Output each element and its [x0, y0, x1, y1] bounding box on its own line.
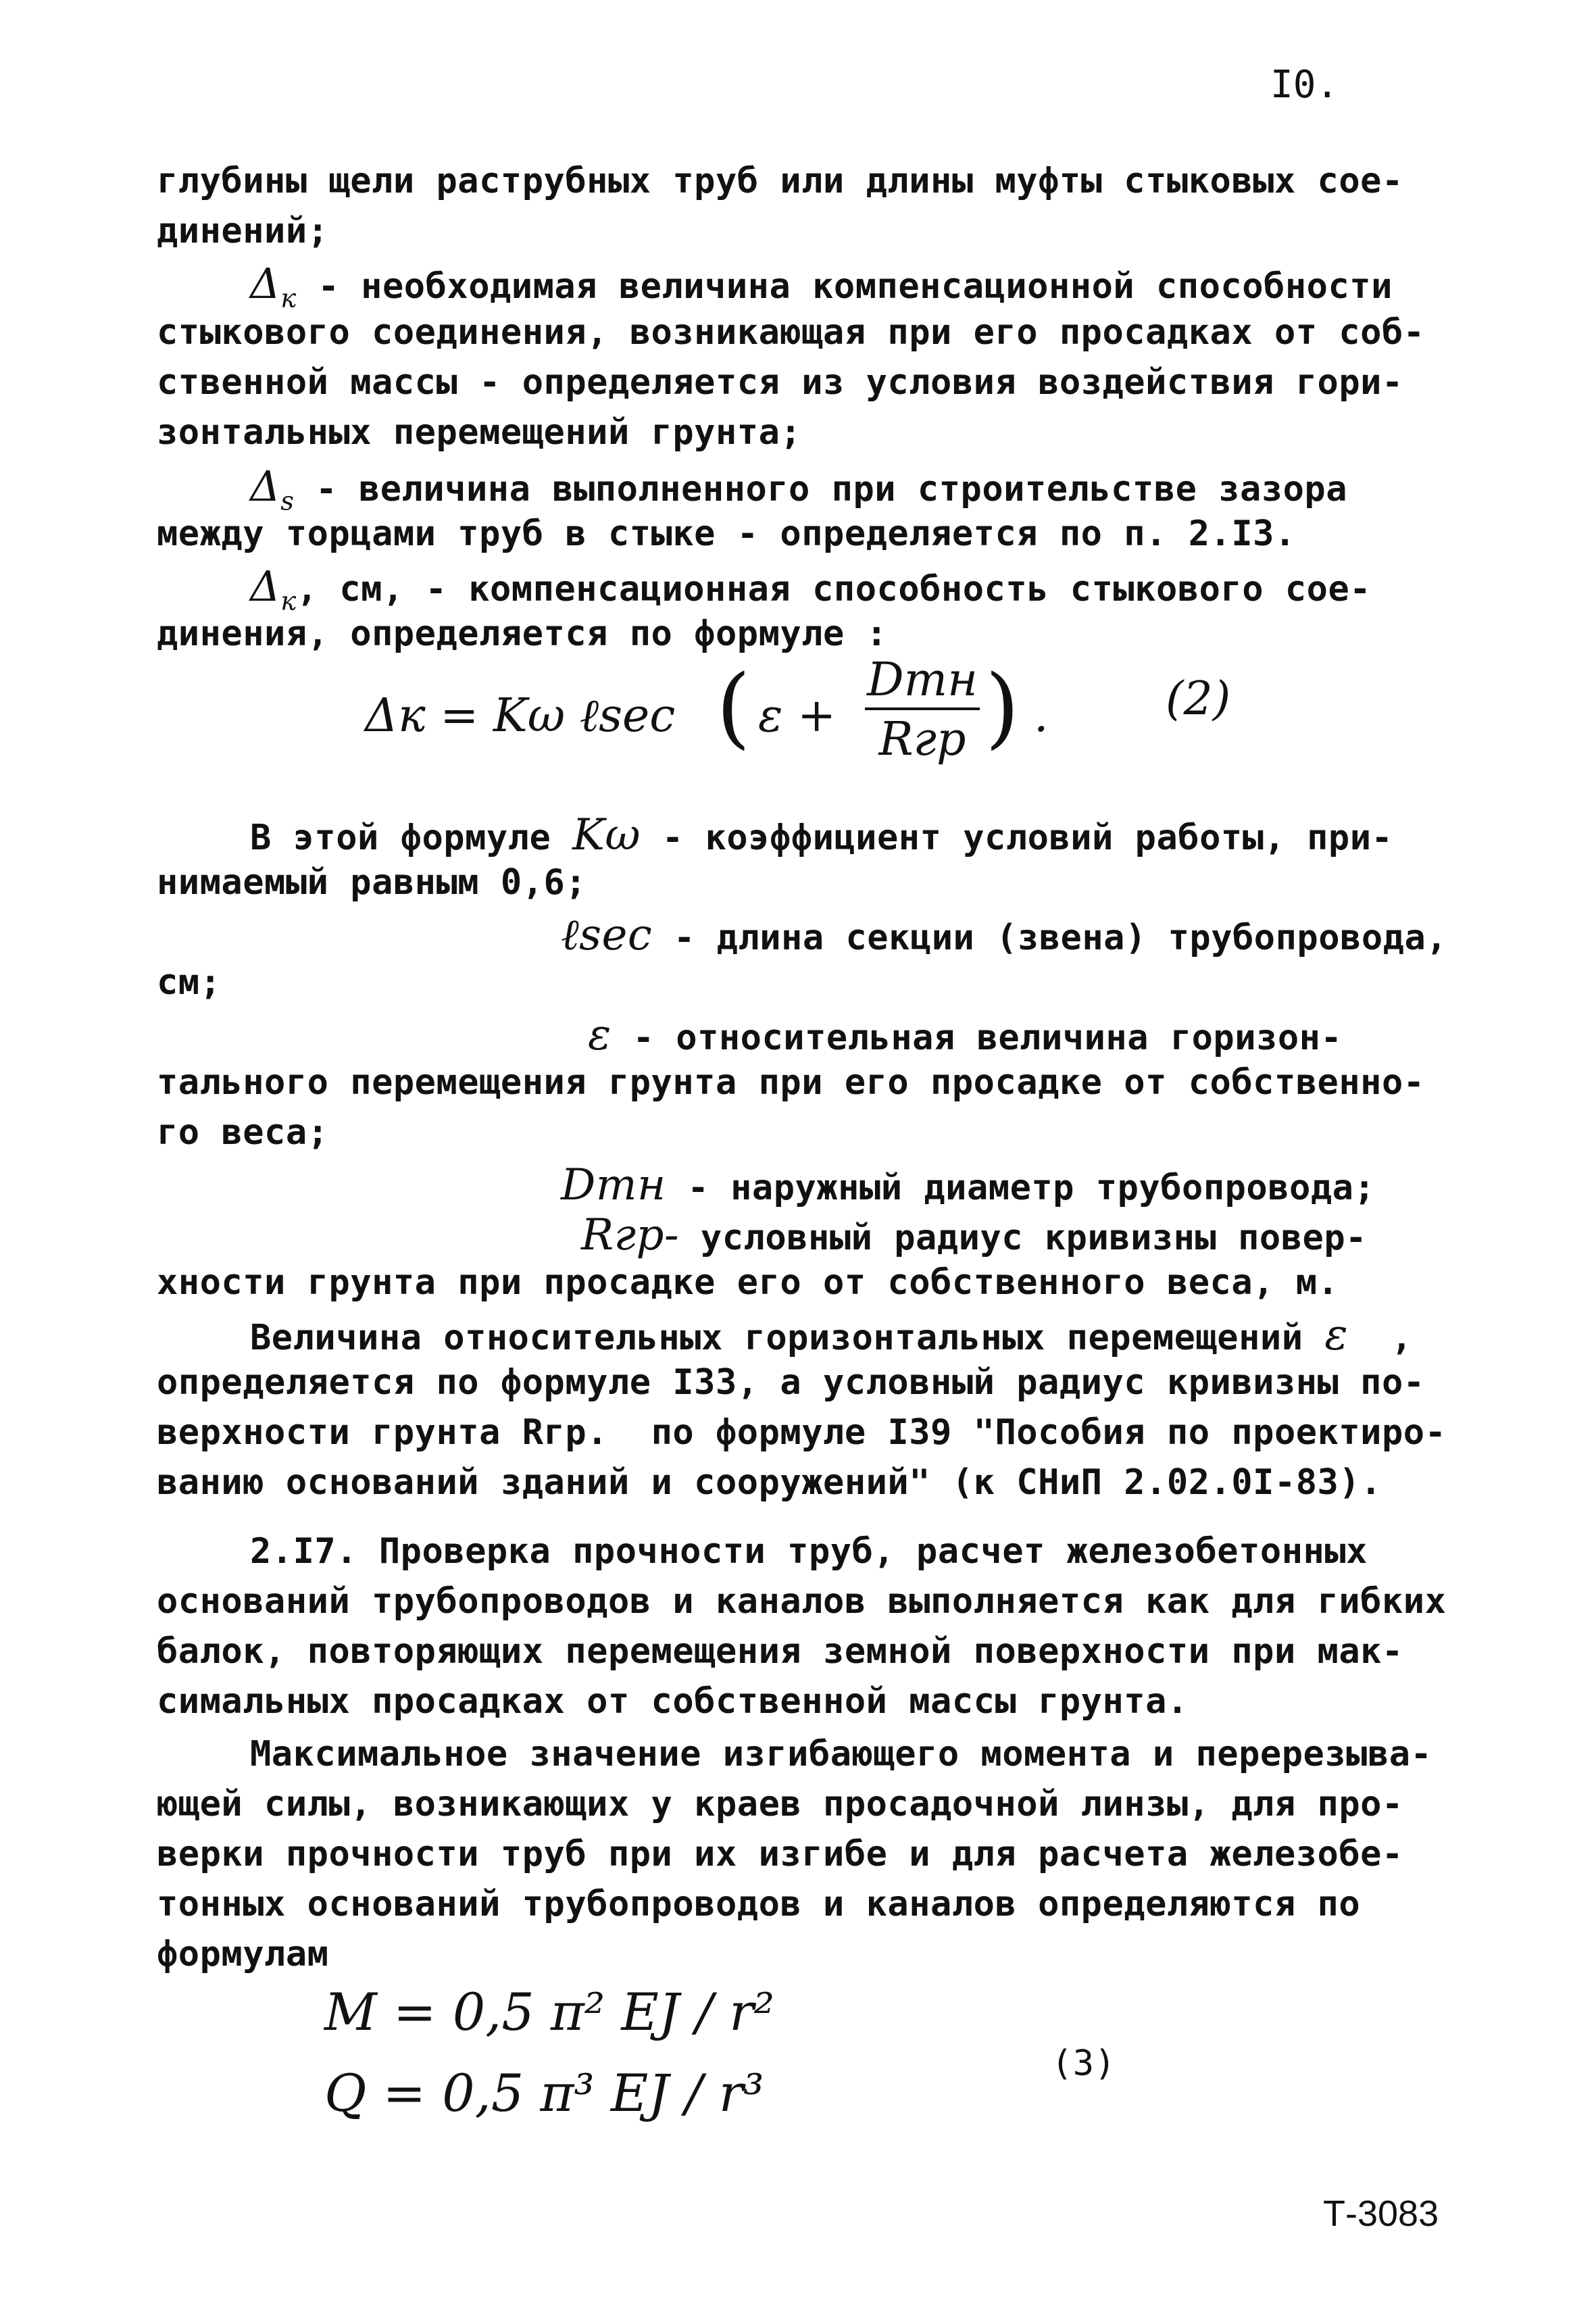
text-line-11: В этой формуле Kω - коэффициент условий работы, при-: [250, 810, 1393, 860]
text-line-12: нимаемый равным 0,6;: [157, 862, 587, 903]
text-line-22: определяется по формуле I33, а условный радиус кривизны по-: [157, 1362, 1425, 1403]
text-line-26: оснований трубопроводов и каналов выполняется как для гибких: [157, 1581, 1447, 1622]
text-line-21: Величина относительных горизонтальных перемещений ε ,: [250, 1310, 1413, 1360]
text-line-7: $\Delta_s$ - величина выполненного при строительстве зазора: [250, 462, 1348, 517]
formula-3-label: (3): [1051, 2043, 1116, 2084]
text-line-14: см;: [157, 962, 222, 1003]
formula-2-eps-plus: ε +: [758, 689, 837, 743]
formula-2-lhs: Δк = Kω ℓsec: [365, 689, 676, 743]
r-gr-symbol: Rгр-: [581, 1210, 680, 1260]
formula-3-moment: M = 0,5 π² EJ / r²: [324, 1982, 775, 2042]
d-tn-symbol: Dтн: [561, 1160, 666, 1210]
text-line-30: ющей силы, возникающих у краев просадочной линзы, для про-: [157, 1784, 1403, 1824]
text-line-25: 2.I7. Проверка прочности труб, расчет железобетонных: [250, 1531, 1368, 1572]
document-id: Т-3083: [1323, 2193, 1439, 2234]
page-number: I0.: [1270, 63, 1339, 107]
text-line-32: тонных оснований трубопроводов и каналов определяются по: [157, 1884, 1361, 1924]
text-line-18: Dтн - наружный диаметр трубопровода;: [561, 1160, 1376, 1210]
formula-2-close-paren: ): [985, 655, 1020, 758]
text-line-3: $\Delta_к$ - необходимая величина компенсационной способности: [250, 259, 1393, 314]
r-gr-inline: Rгр.: [522, 1412, 608, 1453]
delta-s-symbol: $\Delta_s$: [250, 462, 295, 517]
text-line-9: $\Delta_к$, см, - компенсационная способность стыкового сое-: [250, 562, 1372, 617]
text-line-13: ℓsec - длина секции (звена) трубопровода,: [561, 910, 1448, 960]
text-line-17: го веса;: [157, 1112, 329, 1153]
text-line-5: ственной массы - определяется из условия воздействия гори-: [157, 362, 1403, 403]
text-line-4: стыкового соединения, возникающая при его просадках от соб-: [157, 312, 1425, 353]
text-line-23: верхности грунта Rгр. по формуле I39 "Пособия по проектиро-: [157, 1412, 1447, 1453]
formula-2-open-paren: (: [716, 655, 751, 758]
l-sec-symbol: ℓsec: [561, 910, 653, 960]
delta-k-symbol: $\Delta_к$: [250, 259, 297, 314]
text-line-15: ε - относительная величина горизон-: [588, 1010, 1343, 1060]
delta-k-symbol-2: $\Delta_к$: [250, 562, 297, 617]
text-line-6: зонтальных перемещений грунта;: [157, 412, 802, 453]
text-line-2: динений;: [157, 211, 329, 251]
formula-2-numerator: Dтн: [865, 653, 980, 710]
text-line-1: глубины щели раструбных труб или длины муфты стыковых сое-: [157, 161, 1403, 201]
formula-2-label: (2): [1166, 672, 1231, 726]
formula-3-shear: Q = 0,5 π³ EJ / r³: [324, 2063, 764, 2123]
epsilon-symbol-2: ε: [1324, 1310, 1349, 1360]
text-line-20: хности грунта при просадке его от собственного веса, м.: [157, 1262, 1339, 1303]
formula-2-denominator: Rгр: [878, 713, 966, 766]
text-line-16: тального перемещения грунта при его просадке от собственно-: [157, 1062, 1425, 1103]
text-line-19: Rгр- условный радиус кривизны повер-: [581, 1210, 1367, 1260]
text-line-28: симальных просадках от собственной массы грунта.: [157, 1681, 1189, 1722]
text-line-27: балок, повторяющих перемещения земной поверхности при мак-: [157, 1631, 1403, 1672]
text-line-31: верки прочности труб при их изгибе и для расчета железобе-: [157, 1834, 1403, 1874]
k-omega-symbol: Kω: [572, 810, 641, 860]
formula-2: [365, 653, 1311, 767]
text-line-10: динения, определяется по формуле :: [157, 614, 888, 654]
formula-2-dot: .: [1034, 689, 1049, 743]
text-line-8: между торцами труб в стыке - определяется по п. 2.I3.: [157, 514, 1296, 554]
text-line-24: ванию оснований зданий и сооружений" (к СНиП 2.02.0I-83).: [157, 1462, 1382, 1503]
text-line-29: Максимальное значение изгибающего момента и перерезыва-: [250, 1734, 1432, 1774]
text-line-33: формулам: [157, 1934, 329, 1974]
epsilon-symbol: ε: [588, 1010, 612, 1060]
